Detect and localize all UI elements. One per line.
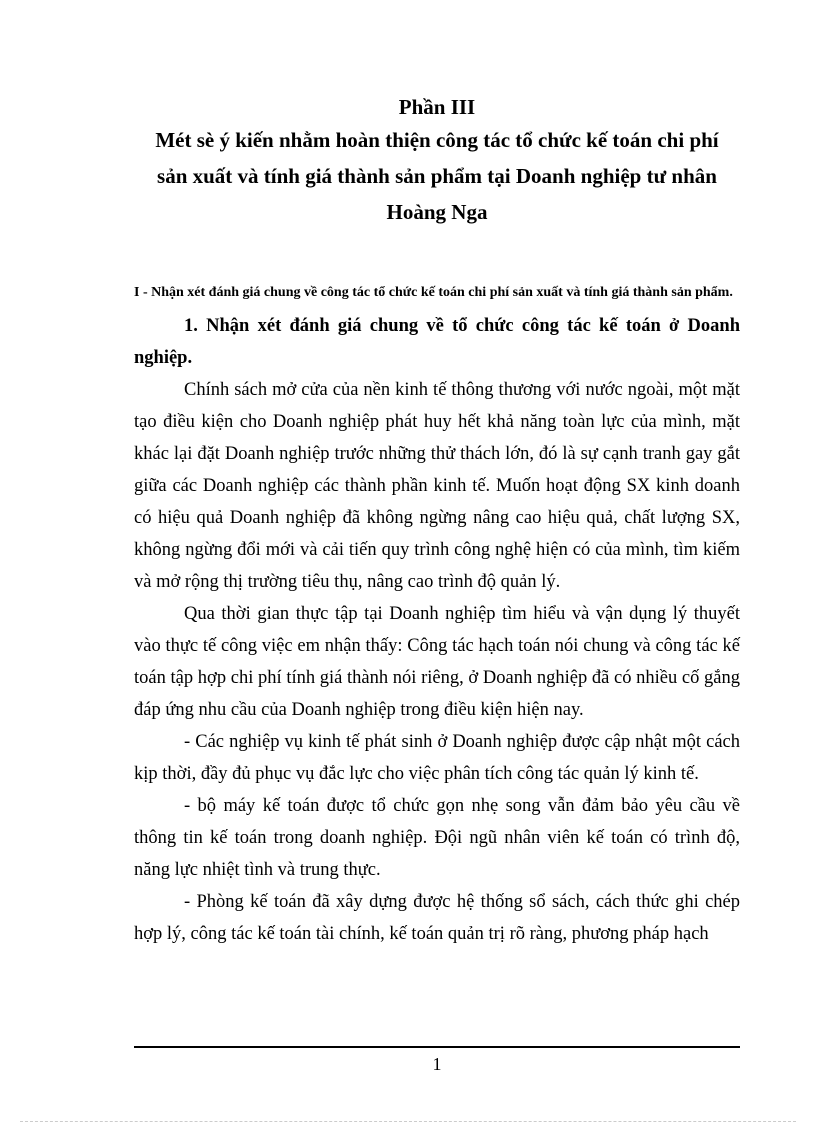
title-line-2: sản xuất và tính giá thành sản phẩm tại Doanh nghiệp tư nhân bbox=[157, 164, 717, 188]
part-label: Phần III bbox=[398, 95, 476, 119]
footer-divider bbox=[134, 1046, 740, 1048]
paragraph-5: - Phòng kế toán đã xây dựng được hệ thống sổ sách, cách thức ghi chép hợp lý, công tác kế toán tài chính, kế toán quản trị rõ ràng, phương pháp hạch bbox=[134, 892, 740, 944]
title-line-3: Hoàng Nga bbox=[386, 200, 488, 224]
page-bottom-edge bbox=[20, 1121, 796, 1122]
paragraph-1: Chính sách mở cửa của nền kinh tế thông thương với nước ngoài, một mặt tạo điều kiện cho Doanh nghiệp phát huy hết khả năng toàn lực của mình, mặt khác lại đặt Doanh nghiệp trước những thử thách lớn, đó là sự cạnh tranh gay gắt giữa các Doanh nghiệp các thành phần kinh tế. Muốn hoạt động SX kinh doanh có hiệu quả Doanh nghiệp đã không ngừng nâng cao hiệu quả, chất lượng SX, không ngừng đổi mới và cải tiến quy trình công nghệ hiện có của mình, tìm kiếm và mở rộng thị trường tiêu thụ, nâng cao trình độ quản lý. bbox=[134, 380, 740, 592]
sub-heading: 1. Nhận xét đánh giá chung về tổ chức công tác kế toán ở Doanh nghiệp. bbox=[134, 316, 740, 368]
paragraph-2: Qua thời gian thực tập tại Doanh nghiệp tìm hiểu và vận dụng lý thuyết vào thực tế công việc em nhận thấy: Công tác hạch toán nói chung và công tác kế toán tập hợp chi phí tính giá thành nói riêng, ở Doanh nghiệp đã có nhiều cố gắng đáp ứng nhu cầu của Doanh nghiệp trong điều kiện hiện nay. bbox=[134, 604, 740, 720]
title-line-1: Mét sè ý kiến nhằm hoàn thiện công tác tổ chức kế toán chi phí bbox=[155, 128, 719, 152]
section-heading: I - Nhận xét đánh giá chung về công tác tổ chức kế toán chi phí sản xuất và tính giá thành sản phẩm. bbox=[134, 285, 733, 300]
page-content bbox=[134, 92, 740, 950]
paragraph-4: - bộ máy kế toán được tổ chức gọn nhẹ song vẫn đảm bảo yêu cầu về thông tin kế toán trong doanh nghiệp. Đội ngũ nhân viên kế toán có trình độ, năng lực nhiệt tình và trung thực. bbox=[134, 796, 740, 880]
page-number: 1 bbox=[432, 1054, 442, 1074]
paragraph-3: - Các nghiệp vụ kinh tế phát sinh ở Doanh nghiệp được cập nhật một cách kịp thời, đầy đủ phục vụ đắc lực cho việc phân tích công tác quản lý kinh tế. bbox=[134, 732, 740, 784]
